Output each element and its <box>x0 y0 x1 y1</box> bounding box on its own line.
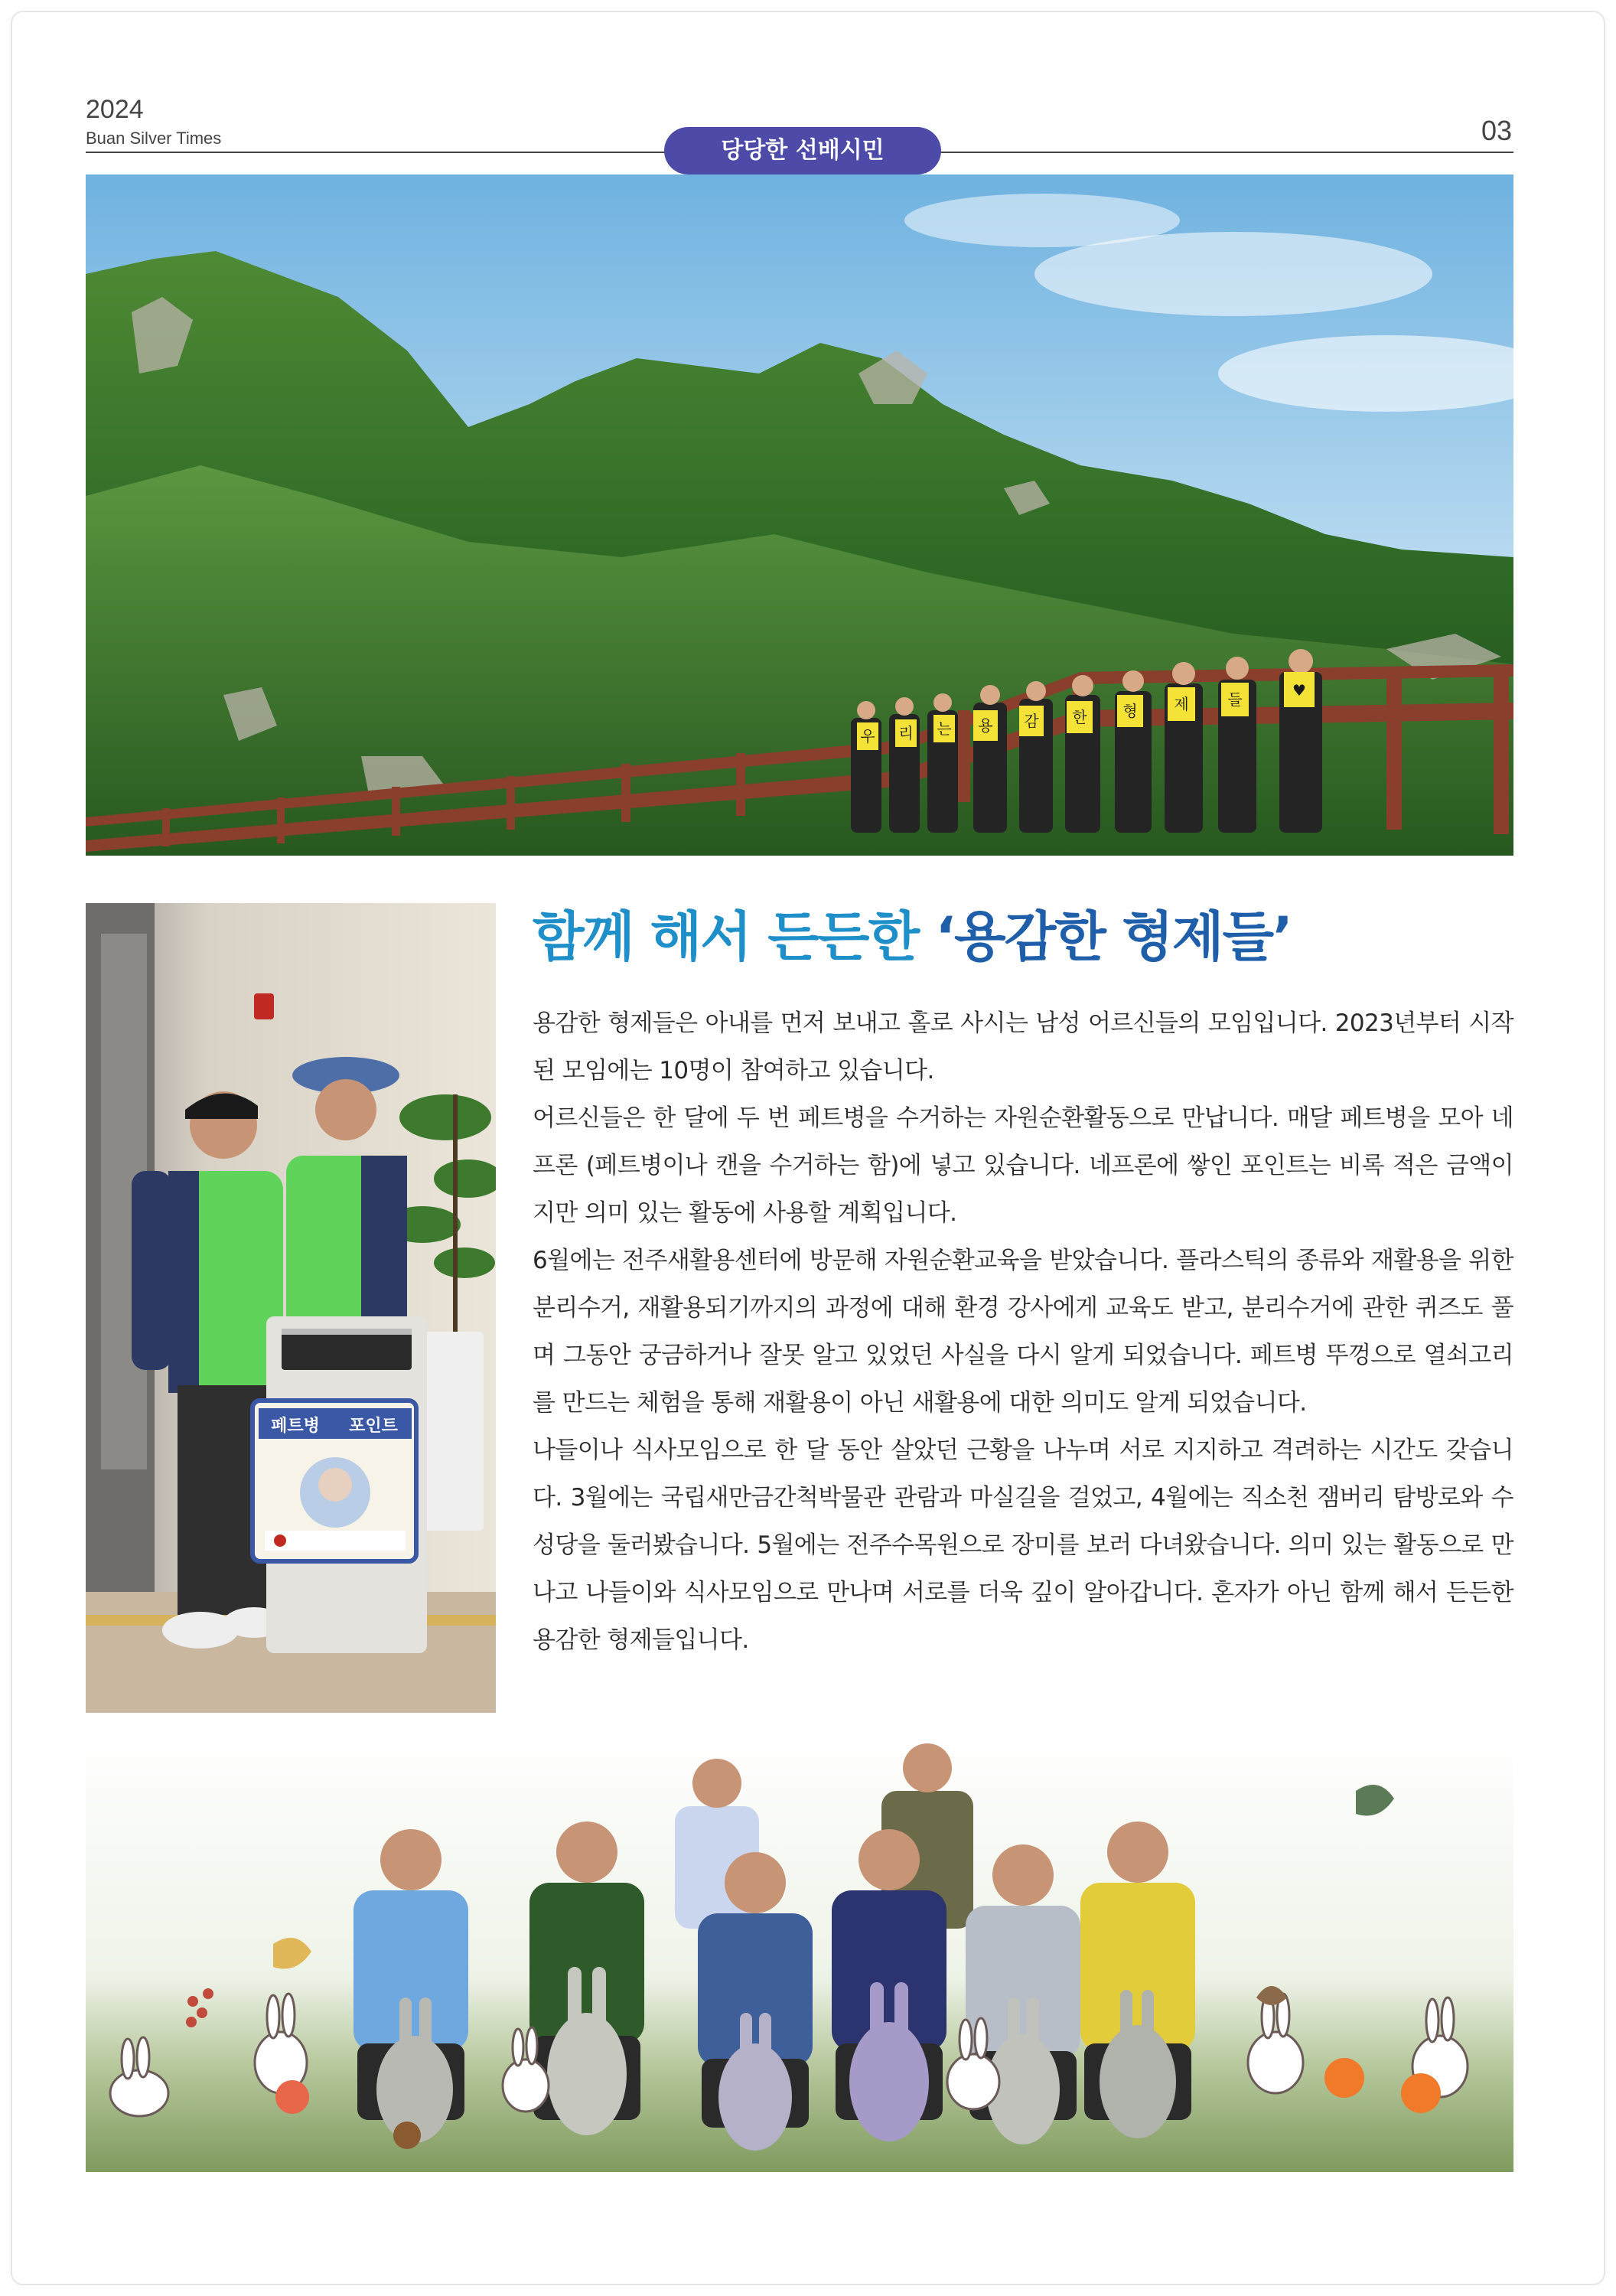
recycling-photo-illustration <box>86 903 496 1713</box>
sign-letter: 한 <box>1072 708 1087 726</box>
sign-letter: 형 <box>1122 702 1138 720</box>
sign-letter: 리 <box>898 724 914 742</box>
sign-left-label: 페트병 <box>271 1417 320 1436</box>
sign-right-label: 포인트 <box>349 1417 398 1436</box>
recycling-photo <box>86 903 496 1713</box>
heart-icon: ♥ <box>1292 681 1306 700</box>
hero-photo <box>86 174 1513 856</box>
sign-letter: 제 <box>1174 695 1189 713</box>
sign-letter: 감 <box>1024 712 1039 730</box>
article-paragraph: 6월에는 전주새활용센터에 방문해 자원순환교육을 받았습니다. 플라스틱의 종류와 재활용을 위한 분리수거, 재활용되기까지의 과정에 대해 환경 강사에게 교육도 받고, 분리수거에 관한 퀴즈도 풀며 그동안 궁금하거나 잘못 알고 있었던 사실을 다시 알게 되었습니다. 페트병 뚜껑으로 열쇠고리를 만드는 체험을 통해 재활용이 아닌 새활용에 대한 의미도 알게 되었습니다. <box>533 1247 1513 1417</box>
article-title-part2: ‘용감한 형제들’ <box>935 905 1292 968</box>
issue-year: 2024 <box>86 95 144 124</box>
article-body <box>533 1000 1513 1664</box>
group-bunny-illustration <box>86 1737 1513 2172</box>
group-bunny-photo <box>86 1737 1513 2172</box>
article-paragraph: 어르신들은 한 달에 두 번 페트병을 수거하는 자원순환활동으로 만납니다. 매달 페트병을 모아 네프론 (페트병이나 캔을 수거하는 함)에 넣고 있습니다. 네프론에 쌓인 포인트는 비록 적은 금액이지만 의미 있는 활동에 사용할 계획입니다. <box>533 1104 1513 1227</box>
sign-letter: 는 <box>937 719 952 738</box>
article-title-part1: 함께 해서 든든한 <box>533 905 936 968</box>
sign-letter: 용 <box>978 716 993 735</box>
sign-letter: 우 <box>860 727 875 745</box>
article-title <box>533 894 1513 971</box>
publication-name: Buan Silver Times <box>86 129 222 148</box>
page-number: 03 <box>1481 115 1512 146</box>
section-tab: 당당한 선배시민 <box>664 127 941 174</box>
petbottle-point-sign <box>252 1401 416 1561</box>
hero-photo-illustration <box>86 174 1513 856</box>
article-paragraph: 나들이나 식사모임으로 한 달 동안 살았던 근황을 나누며 서로 지지하고 격려하는 시간도 갖습니다. 3월에는 국립새만금간척박물관 관람과 마실길을 걸었고, 4월에는 직소천 잼버리 탐방로와 수성당을 둘러봤습니다. 5월에는 전주수목원으로 장미를 보러 다녀왔습니다. 의미 있는 활동으로 만나고 나들이와 식사모임으로 만나며 서로를 더욱 깊이 알아갑니다. 혼자가 아닌 함께 해서 든든한 용감한 형제들입니다. <box>533 1437 1513 1654</box>
sign-letter: 들 <box>1227 690 1243 709</box>
article-paragraph: 용감한 형제들은 아내를 먼저 보내고 홀로 사시는 남성 어르신들의 모임입니다. 2023년부터 시작된 모임에는 10명이 참여하고 있습니다. <box>533 1009 1513 1084</box>
